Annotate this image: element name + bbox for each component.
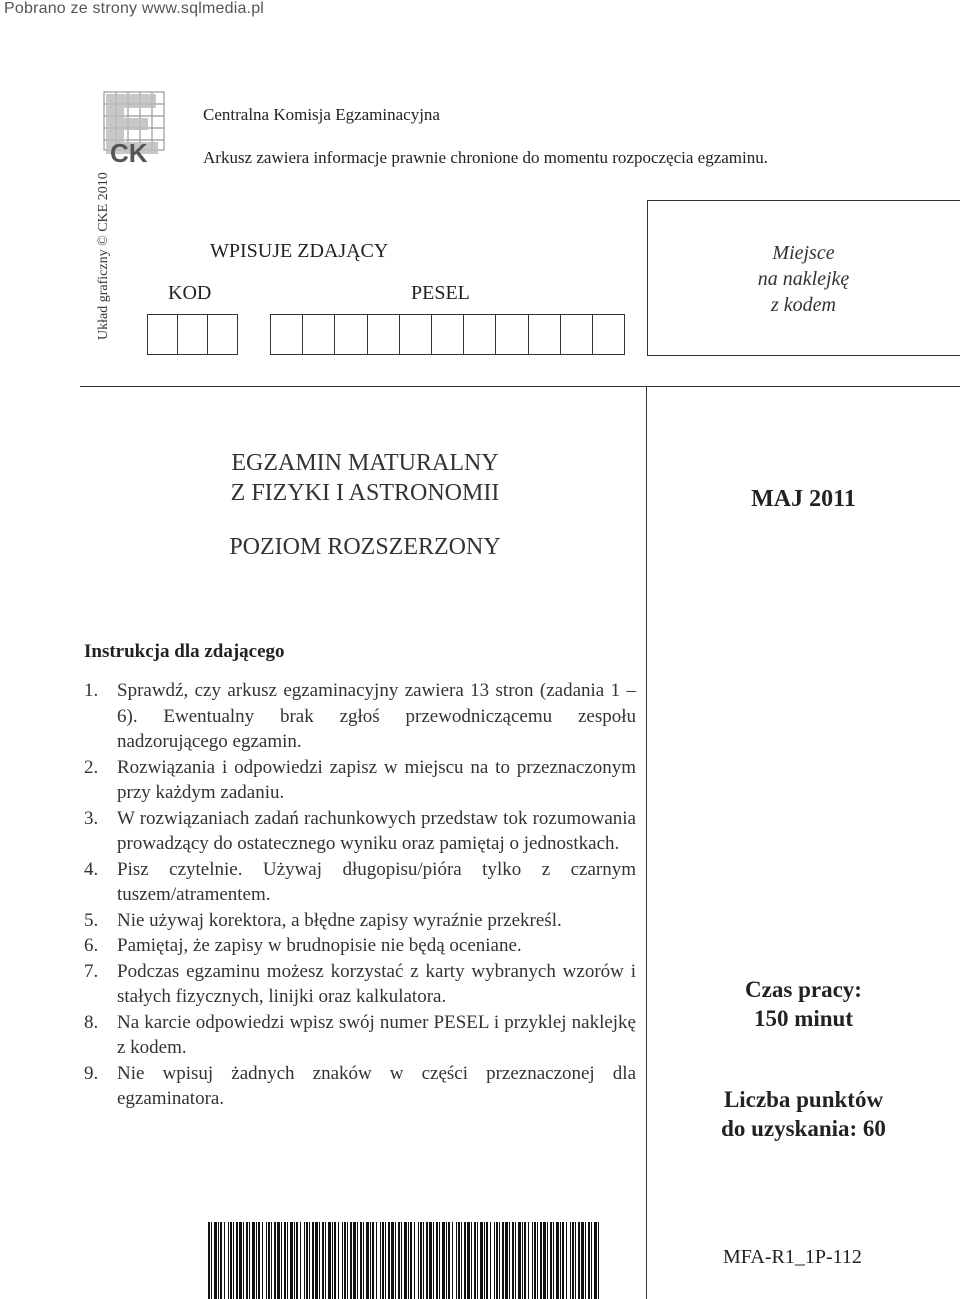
kod-label: KOD: [168, 282, 212, 304]
barcode-bar: [426, 1222, 428, 1299]
instructions-list: [84, 678, 636, 1112]
barcode-bar: [350, 1222, 352, 1299]
barcode-bar: [540, 1222, 542, 1299]
instruction-item: [84, 908, 636, 934]
barcode-bar: [442, 1222, 445, 1299]
barcode-bar: [370, 1222, 371, 1299]
barcode-bar: [524, 1222, 526, 1299]
pesel-box[interactable]: [561, 315, 593, 354]
barcode-bar: [537, 1222, 538, 1299]
barcode-bar: [262, 1222, 263, 1299]
barcode-bar: [366, 1222, 369, 1299]
instruction-text: Sprawdź, czy arkusz egzaminacyjny zawiera 13 stron (zadania 1 – 6). Ewentualny brak zgłoś przewodniczącemu zespołu nadzorującego egzamin.: [117, 680, 636, 752]
barcode-bar: [418, 1222, 419, 1299]
exam-level: POZIOM ROZSZERZONY: [229, 534, 501, 560]
barcode-bar: [220, 1222, 222, 1299]
barcode-bar: [598, 1222, 599, 1299]
barcode-bar: [322, 1222, 324, 1299]
barcode-bar: [420, 1222, 422, 1299]
instruction-item: [84, 959, 636, 1010]
barcode-bar: [300, 1222, 301, 1299]
pesel-box[interactable]: [271, 315, 303, 354]
pesel-box[interactable]: [432, 315, 464, 354]
max-points-label: Liczba punktów: [723, 1087, 884, 1112]
instruction-text: Podczas egzaminu możesz korzystać z karty wybranych wzorów i stałych fizycznych, linijki oraz kalkulatora.: [117, 960, 636, 1007]
max-points: [647, 1085, 960, 1143]
pesel-box[interactable]: [303, 315, 335, 354]
instruction-item: [84, 1010, 636, 1061]
barcode-bar: [271, 1222, 272, 1299]
barcode-bar: [360, 1222, 362, 1299]
barcode-bar: [534, 1222, 536, 1299]
barcode-bar: [439, 1222, 440, 1299]
barcode-bar: [496, 1222, 498, 1299]
barcode-bar: [388, 1222, 390, 1299]
instruction-number: 1.: [84, 680, 99, 701]
barcode-bar: [372, 1222, 374, 1299]
pesel-box[interactable]: [593, 315, 624, 354]
barcode-bar: [591, 1222, 592, 1299]
working-time-label: Czas pracy:: [745, 977, 862, 1002]
sheet-code: MFA-R1_1P-112: [723, 1246, 862, 1268]
barcode-bar: [334, 1222, 336, 1299]
barcode-bar: [477, 1222, 478, 1299]
barcode-bar: [494, 1222, 495, 1299]
barcode-bar: [376, 1222, 377, 1299]
instruction-number: 8.: [84, 1011, 99, 1033]
barcode-bar: [380, 1222, 381, 1299]
vertical-divider: [646, 386, 647, 1299]
barcode-bar: [338, 1222, 339, 1299]
instruction-text: Nie używaj korektora, a błędne zapisy wyraźnie przekreśl.: [117, 909, 562, 931]
cke-logo: [96, 88, 178, 168]
barcode-bar: [224, 1222, 225, 1299]
barcode-bar: [382, 1222, 384, 1299]
barcode-bar: [284, 1222, 286, 1299]
barcode-bar: [550, 1222, 552, 1299]
barcode-bar: [357, 1222, 358, 1299]
working-time: [647, 975, 960, 1033]
instruction-number: 2.: [84, 756, 99, 778]
barcode-bar: [429, 1222, 432, 1299]
barcode-bar: [464, 1222, 466, 1299]
barcode-bar: [246, 1222, 248, 1299]
sticker-placeholder-text: [647, 240, 960, 318]
barcode-bar: [243, 1222, 244, 1299]
barcode-bar: [266, 1222, 267, 1299]
barcode-bar: [353, 1222, 356, 1299]
exam-title-line: EGZAMIN MATURALNY: [231, 450, 499, 476]
max-points-value: do uzyskania: 60: [721, 1116, 886, 1141]
source-watermark: Pobrano ze strony www.sqlmedia.pl: [4, 0, 265, 17]
barcode-bar: [296, 1222, 298, 1299]
barcode-bar: [512, 1222, 514, 1299]
barcode-bar: [309, 1222, 310, 1299]
barcode-bar: [528, 1222, 529, 1299]
barcode-bar: [471, 1222, 472, 1299]
barcode-bar: [570, 1222, 571, 1299]
barcode-bar: [467, 1222, 470, 1299]
confidentiality-notice: Arkusz zawiera informacje prawnie chronione do momentu rozpoczęcia egzaminu.: [203, 148, 769, 167]
barcode-bar: [436, 1222, 438, 1299]
pesel-box[interactable]: [529, 315, 561, 354]
organization-name: Centralna Komisja Egzaminacyjna: [203, 105, 440, 124]
barcode-bar: [553, 1222, 554, 1299]
pesel-box[interactable]: [368, 315, 400, 354]
barcode-bar: [233, 1222, 234, 1299]
barcode-bar: [268, 1222, 270, 1299]
pesel-box[interactable]: [400, 315, 432, 354]
barcode-bar: [562, 1222, 564, 1299]
barcode-bar: [458, 1222, 460, 1299]
barcode-bar: [404, 1222, 407, 1299]
pesel-box[interactable]: [496, 315, 528, 354]
instruction-text: Na karcie odpowiedzi wpisz swój numer PESEL i przyklej naklejkę z kodem.: [117, 1011, 636, 1058]
barcode-bar: [395, 1222, 396, 1299]
exam-title-line: Z FIZYKI I ASTRONOMII: [230, 480, 500, 506]
instruction-item: [84, 755, 636, 806]
exam-session: MAJ 2011: [751, 486, 856, 512]
barcode-bar: [515, 1222, 516, 1299]
barcode-bar: [319, 1222, 320, 1299]
instruction-text: W rozwiązaniach zadań rachunkowych przedstaw tok rozumowania prowadzący do ostatecznego wyniku oraz pamiętaj o jednostkach.: [117, 807, 636, 854]
barcode-bar: [452, 1222, 453, 1299]
instruction-number: 6.: [84, 935, 99, 956]
barcode-bar: [499, 1222, 500, 1299]
working-time-value: 150 minut: [753, 1006, 854, 1031]
barcode-bar: [547, 1222, 548, 1299]
barcode-bar: [249, 1222, 250, 1299]
barcode-bar: [236, 1222, 238, 1299]
barcode-bar: [290, 1222, 293, 1299]
kod-input-boxes[interactable]: [147, 314, 238, 355]
barcode-bar: [277, 1222, 280, 1299]
instruction-item: [84, 806, 636, 857]
barcode-bar: [509, 1222, 510, 1299]
barcode-bar: [258, 1222, 260, 1299]
barcode-bar: [560, 1222, 561, 1299]
barcode-bar: [218, 1222, 219, 1299]
barcode-bar: [474, 1222, 476, 1299]
barcode-bar: [575, 1222, 576, 1299]
sticker-line: z kodem: [771, 294, 836, 316]
barcode-bar: [556, 1222, 559, 1299]
barcode-bar: [522, 1222, 523, 1299]
barcode-bar: [594, 1222, 597, 1299]
barcode-bar: [446, 1222, 447, 1299]
instruction-number: 5.: [84, 909, 99, 931]
barcode-bar: [398, 1222, 400, 1299]
instruction-text: Nie wpisuj żadnych znaków w części przeznaczonej dla egzaminatora.: [117, 1062, 636, 1109]
exam-title: [180, 448, 550, 508]
barcode-bar: [581, 1222, 584, 1299]
barcode-bar: [214, 1222, 217, 1299]
barcode-bar: [344, 1222, 346, 1299]
pesel-label: PESEL: [411, 282, 470, 304]
barcode-bar: [566, 1222, 567, 1299]
barcode-bar: [252, 1222, 255, 1299]
barcode-bar: [578, 1222, 580, 1299]
barcode-bar: [484, 1222, 485, 1299]
instruction-item: [84, 1061, 636, 1112]
barcode-bar: [347, 1222, 348, 1299]
barcode-bar: [532, 1222, 533, 1299]
instruction-text: Rozwiązania i odpowiedzi zapisz w miejscu na to przeznaczonym przy każdym zadaniu.: [117, 756, 636, 803]
barcode-bar: [408, 1222, 409, 1299]
sticker-line: Miejsce: [772, 242, 835, 264]
barcode-bar: [325, 1222, 326, 1299]
instruction-item: [84, 857, 636, 908]
instruction-number: 9.: [84, 1062, 99, 1084]
barcode-bar: [306, 1222, 308, 1299]
barcode-bar: [211, 1222, 212, 1299]
kod-box[interactable]: [148, 315, 178, 354]
barcode-bar: [230, 1222, 232, 1299]
barcode-bar: [401, 1222, 402, 1299]
barcode-bar: [304, 1222, 305, 1299]
instruction-item: [84, 678, 636, 755]
barcode-bar: [588, 1222, 590, 1299]
barcode-bar: [274, 1222, 276, 1299]
barcode-bar: [543, 1222, 546, 1299]
kod-box[interactable]: [208, 315, 237, 354]
barcode-bar: [385, 1222, 386, 1299]
instruction-text: Pisz czytelnie. Używaj długopisu/pióra tylko z czarnym tuszem/atramentem.: [117, 858, 636, 905]
barcode-bar: [461, 1222, 462, 1299]
instruction-text: Pamiętaj, że zapisy w brudnopisie nie będą oceniane.: [117, 935, 522, 956]
barcode-bar: [505, 1222, 508, 1299]
instruction-number: 7.: [84, 960, 99, 982]
barcode-bar: [490, 1222, 491, 1299]
pesel-box[interactable]: [464, 315, 496, 354]
pesel-box[interactable]: [335, 315, 367, 354]
barcode-bar: [456, 1222, 457, 1299]
barcode-bar: [363, 1222, 364, 1299]
barcode-bar: [312, 1222, 314, 1299]
barcode-bar: [332, 1222, 333, 1299]
barcode-bar: [328, 1222, 331, 1299]
instruction-number: 4.: [84, 858, 99, 880]
barcode-bar: [208, 1222, 210, 1299]
barcode-bar: [486, 1222, 488, 1299]
barcode-bar: [410, 1222, 412, 1299]
barcode-bar: [480, 1222, 483, 1299]
barcode-bar: [391, 1222, 394, 1299]
barcode-bar: [433, 1222, 434, 1299]
barcode-bar: [572, 1222, 574, 1299]
barcode-bar: [228, 1222, 229, 1299]
barcode-bar: [239, 1222, 242, 1299]
barcode-bar: [256, 1222, 257, 1299]
instruction-number: 3.: [84, 807, 99, 829]
barcode-bar: [502, 1222, 504, 1299]
sticker-line: na naklejkę: [757, 268, 850, 290]
graphic-layout-credit-text: Układ graficzny © CKE 2010: [96, 172, 111, 340]
barcode: [208, 1222, 600, 1299]
instruction-item: [84, 933, 636, 959]
barcode-bar: [315, 1222, 318, 1299]
barcode-bar: [448, 1222, 450, 1299]
barcode-bar: [281, 1222, 282, 1299]
kod-box[interactable]: [178, 315, 208, 354]
candidate-fills-heading: WPISUJE ZDAJĄCY: [210, 240, 389, 262]
barcode-bar: [423, 1222, 424, 1299]
instructions-heading: Instrukcja dla zdającego: [84, 641, 285, 662]
cke-logo-text: CK: [110, 138, 148, 168]
barcode-bar: [585, 1222, 586, 1299]
barcode-bar: [342, 1222, 343, 1299]
pesel-input-boxes[interactable]: [270, 314, 625, 355]
horizontal-divider: [80, 386, 960, 387]
barcode-bar: [414, 1222, 415, 1299]
barcode-bar: [294, 1222, 295, 1299]
barcode-bar: [518, 1222, 521, 1299]
barcode-bar: [287, 1222, 288, 1299]
